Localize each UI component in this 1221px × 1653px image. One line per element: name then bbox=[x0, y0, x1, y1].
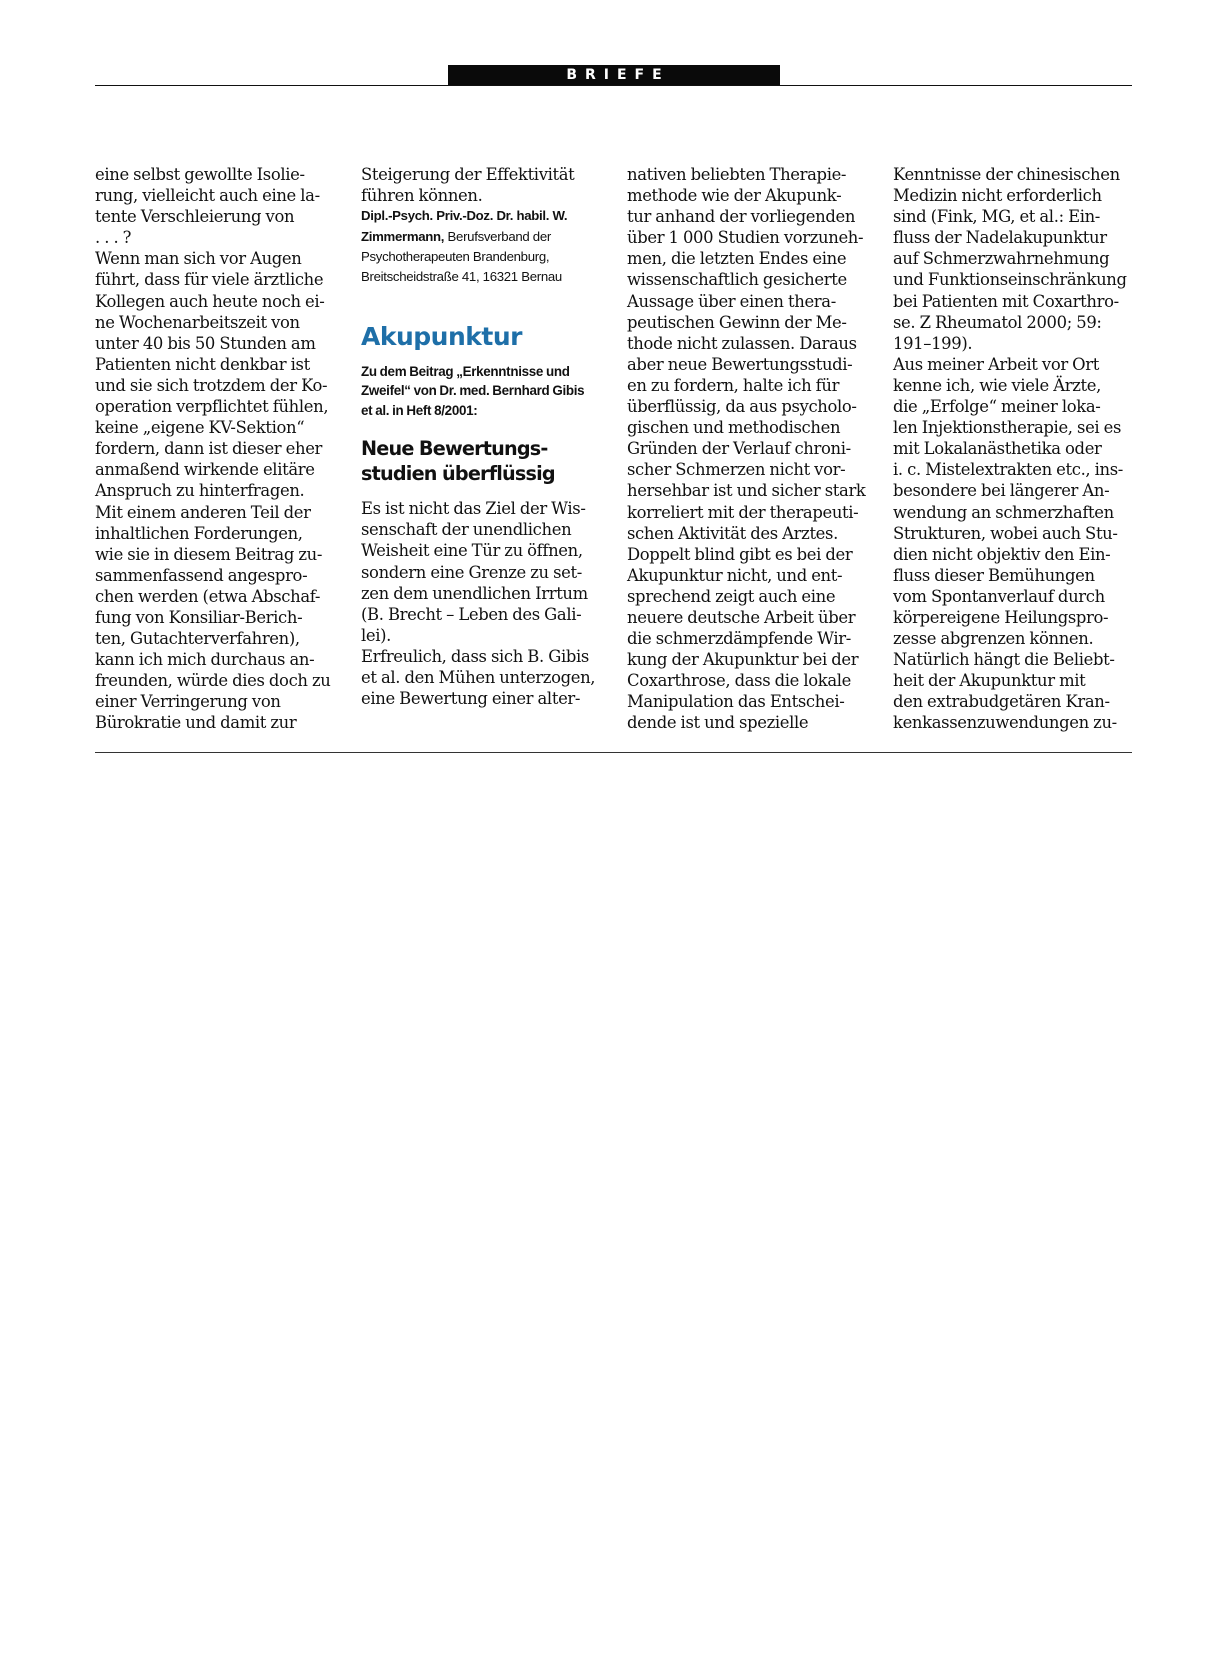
text-line: Steigerung der Effektivität bbox=[361, 165, 575, 184]
text-column-1 bbox=[95, 164, 345, 734]
article-reference bbox=[361, 362, 611, 421]
text-line: die „Erfolge“ meiner loka- bbox=[893, 397, 1101, 417]
text-line: Akupunktur nicht, und ent- bbox=[627, 565, 843, 585]
text-line: fung von Konsiliar-Berich- bbox=[95, 607, 303, 627]
text-line: inhaltlichen Forderungen, bbox=[95, 523, 303, 543]
intro-line: et al. in Heft 8/2001: bbox=[361, 402, 478, 418]
text-line: methode wie der Akupunk- bbox=[627, 186, 842, 206]
text-line: . . . ? bbox=[95, 228, 132, 248]
text-line: kann ich mich durchaus an- bbox=[95, 650, 315, 670]
text-line: korreliert mit der therapeuti- bbox=[627, 502, 859, 522]
text-line: sondern eine Grenze zu set- bbox=[361, 562, 582, 582]
text-line: die schmerzdämpfende Wir- bbox=[627, 629, 851, 649]
text-line: fluss dieser Bemühungen bbox=[893, 565, 1095, 585]
text-line: Manipulation das Entschei- bbox=[627, 692, 845, 712]
text-line: Natürlich hängt die Beliebt- bbox=[893, 650, 1115, 670]
text-line: Doppelt blind gibt es bei der bbox=[627, 544, 853, 564]
intro-line: Zu dem Beitrag „Erkenntnisse und bbox=[361, 363, 570, 379]
text-line: kenkassenzuwendungen zu- bbox=[893, 713, 1117, 733]
text-line: auf Schmerzwahrnehmung bbox=[893, 249, 1110, 269]
text-column-3 bbox=[627, 164, 877, 734]
text-line: sammenfassend angespro- bbox=[95, 565, 308, 585]
text-line: kung der Akupunktur bei der bbox=[627, 650, 859, 670]
text-line: überflüssig, da aus psycholo- bbox=[627, 397, 857, 417]
text-line: Medizin nicht erforderlich bbox=[893, 186, 1102, 206]
section-heading: Akupunktur bbox=[361, 321, 522, 351]
text-line: Wenn man sich vor Augen bbox=[95, 249, 302, 269]
letter-signature bbox=[361, 206, 611, 288]
text-line: und sie sich trotzdem der Ko- bbox=[95, 375, 328, 395]
text-line: (B. Brecht – Leben des Gali- bbox=[361, 604, 582, 624]
text-line: einer Verringerung von bbox=[95, 692, 281, 712]
text-line: ne Wochenarbeitszeit von bbox=[95, 312, 300, 332]
text-line: besondere bei längerer An- bbox=[893, 481, 1110, 501]
text-line: tente Verschleierung von bbox=[95, 207, 295, 227]
text-line: aber neue Bewertungsstudi- bbox=[627, 354, 853, 374]
text-line: 191–199). bbox=[893, 333, 973, 353]
text-line: über 1 000 Studien vorzuneh- bbox=[627, 228, 864, 248]
text-column-2 bbox=[361, 164, 611, 709]
text-line: eine Bewertung einer alter- bbox=[361, 689, 581, 709]
signature-line bbox=[361, 227, 611, 247]
text-column-4 bbox=[893, 164, 1143, 734]
text-line: fordern, dann ist dieser eher bbox=[95, 439, 323, 459]
text-line: wissenschaftlich gesicherte bbox=[627, 270, 847, 290]
text-line: kenne ich, wie viele Ärzte, bbox=[893, 375, 1101, 395]
text-line: Weisheit eine Tür zu öffnen, bbox=[361, 541, 583, 561]
text-line: keine „eigene KV-Sektion“ bbox=[95, 418, 305, 438]
text-line: thode nicht zulassen. Daraus bbox=[627, 333, 857, 353]
text-line: Kenntnisse der chinesischen bbox=[893, 165, 1120, 184]
text-line: zen dem unendlichen Irrtum bbox=[361, 583, 588, 603]
text-line: Anspruch zu hinterfragen. bbox=[95, 481, 305, 501]
text-line: freunden, würde dies doch zu bbox=[95, 671, 331, 691]
text-line: bei Patienten mit Coxarthro- bbox=[893, 291, 1119, 311]
text-line: operation verpflichtet fühlen, bbox=[95, 397, 329, 417]
text-line: Kollegen auch heute noch ei- bbox=[95, 291, 325, 311]
text-line: Es ist nicht das Ziel der Wis- bbox=[361, 499, 586, 519]
text-line: unter 40 bis 50 Stunden am bbox=[95, 333, 316, 353]
text-line: scher Schmerzen nicht vor- bbox=[627, 460, 846, 480]
text-line: fluss der Nadelakupunktur bbox=[893, 228, 1107, 248]
title-line: Neue Bewertungs- bbox=[361, 437, 548, 461]
header-rule bbox=[95, 85, 1132, 86]
text-line: zesse abgrenzen können. bbox=[893, 629, 1094, 649]
footer-rule bbox=[95, 752, 1132, 753]
text-line: senschaft der unendlichen bbox=[361, 520, 572, 540]
text-line: se. Z Rheumatol 2000; 59: bbox=[893, 312, 1102, 332]
text-line: Mit einem anderen Teil der bbox=[95, 502, 311, 522]
title-line: studien überflüssig bbox=[361, 462, 555, 486]
intro-line: Zweifel“ von Dr. med. Bernhard Gibis bbox=[361, 383, 585, 399]
text-line: men, die letzten Endes eine bbox=[627, 249, 847, 269]
text-line: mit Lokalanästhetika oder bbox=[893, 439, 1102, 459]
signature-affiliation: Berufsverband der bbox=[444, 228, 551, 244]
text-line: len Injektionstherapie, sei es bbox=[893, 418, 1122, 438]
text-line: tur anhand der vorliegenden bbox=[627, 207, 856, 227]
text-line: heit der Akupunktur mit bbox=[893, 671, 1086, 691]
text-line: vom Spontanverlauf durch bbox=[893, 586, 1105, 606]
text-line: wie sie in diesem Beitrag zu- bbox=[95, 544, 323, 564]
text-line: schen Aktivität des Arztes. bbox=[627, 523, 838, 543]
signature-name: Zimmermann, bbox=[361, 228, 445, 244]
text-line: nativen beliebten Therapie- bbox=[627, 165, 847, 184]
signature-line: Breitscheidstraße 41, 16321 Bernau bbox=[361, 269, 562, 285]
text-line: en zu fordern, halte ich für bbox=[627, 375, 840, 395]
signature-line: Psychotherapeuten Brandenburg, bbox=[361, 248, 550, 264]
text-line: Erfreulich, dass sich B. Gibis bbox=[361, 646, 589, 666]
text-line: sind (Fink, MG, et al.: Ein- bbox=[893, 207, 1100, 227]
text-line: chen werden (etwa Abschaf- bbox=[95, 586, 321, 606]
text-line: hersehbar ist und sicher stark bbox=[627, 481, 866, 501]
text-line: et al. den Mühen unterzogen, bbox=[361, 668, 596, 687]
text-line: Patienten nicht denkbar ist bbox=[95, 354, 310, 374]
signature-line: Dipl.-Psych. Priv.-Doz. Dr. habil. W. bbox=[361, 208, 568, 224]
text-line: lei). bbox=[361, 625, 392, 645]
text-line: Bürokratie und damit zur bbox=[95, 713, 297, 733]
text-line: körpereigene Heilungspro- bbox=[893, 607, 1109, 627]
text-line: dende ist und spezielle bbox=[627, 713, 809, 733]
text-line: und Funktionseinschränkung bbox=[893, 270, 1127, 290]
text-line: eine selbst gewollte Isolie- bbox=[95, 165, 305, 184]
text-line: anmaßend wirkende elitäre bbox=[95, 460, 315, 480]
text-line: peutischen Gewinn der Me- bbox=[627, 312, 847, 332]
text-line: Coxarthrose, dass die lokale bbox=[627, 671, 852, 691]
text-line: Strukturen, wobei auch Stu- bbox=[893, 523, 1118, 543]
text-line: dien nicht objektiv den Ein- bbox=[893, 544, 1111, 564]
section-label: BRIEFE bbox=[448, 65, 780, 85]
text-line: Gründen der Verlauf chroni- bbox=[627, 439, 851, 459]
text-line: führt, dass für viele ärztliche bbox=[95, 270, 324, 290]
letter-title bbox=[361, 436, 611, 486]
text-line: Aus meiner Arbeit vor Ort bbox=[893, 354, 1099, 374]
text-line: neuere deutsche Arbeit über bbox=[627, 607, 856, 627]
text-line: wendung an schmerzhaften bbox=[893, 502, 1114, 522]
text-line: führen können. bbox=[361, 186, 483, 206]
text-line: i. c. Mistelextrakten etc., ins- bbox=[893, 460, 1123, 480]
text-line: gischen und methodischen bbox=[627, 418, 841, 438]
text-line: ten, Gutachterverfahren), bbox=[95, 629, 300, 649]
text-line: Aussage über einen thera- bbox=[627, 291, 836, 311]
text-line: den extrabudgetären Kran- bbox=[893, 692, 1110, 712]
text-line: rung, vielleicht auch eine la- bbox=[95, 186, 320, 206]
text-line: sprechend zeigt auch eine bbox=[627, 586, 836, 606]
